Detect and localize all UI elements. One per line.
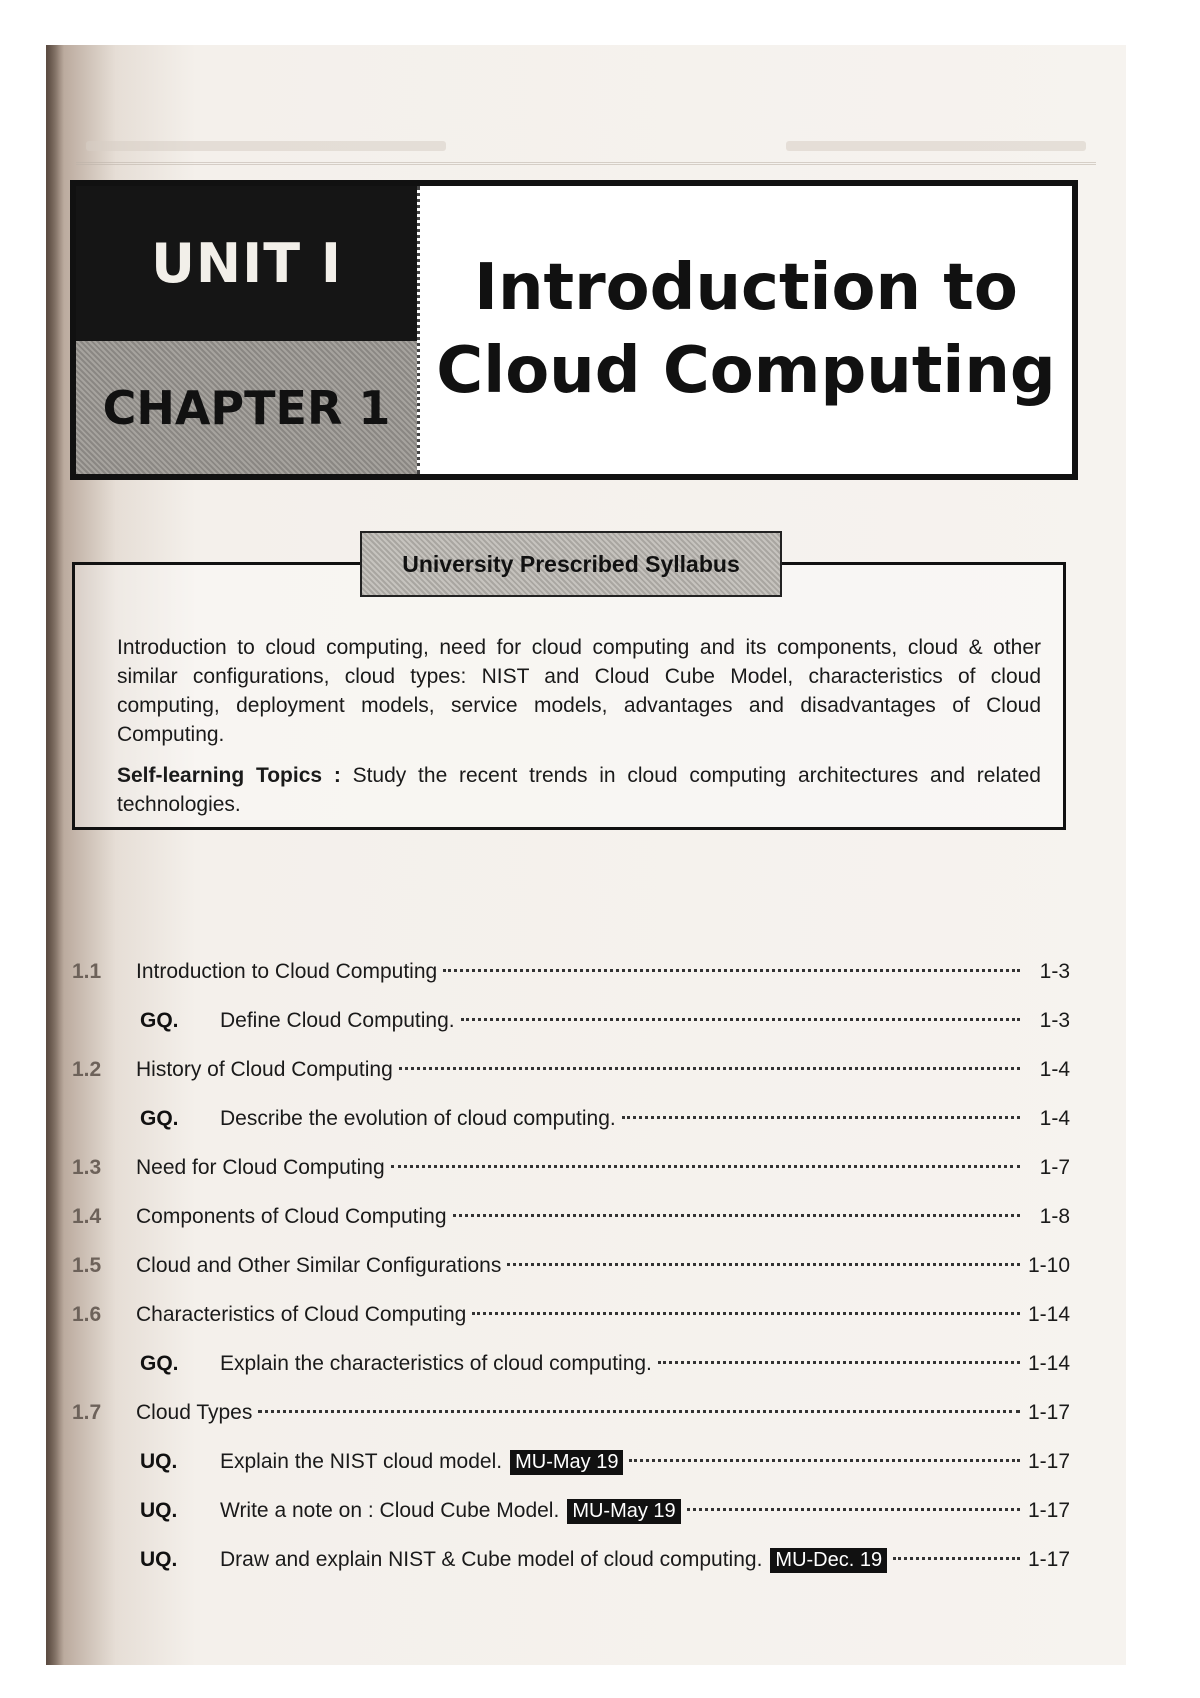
- toc-page-number: 1-14: [1027, 1303, 1070, 1326]
- self-learning-topics: [117, 761, 1041, 819]
- toc-page-number: 1-17: [1027, 1401, 1070, 1424]
- toc-row: [72, 1058, 1070, 1107]
- toc-leader-dots: [687, 1508, 1020, 1511]
- faded-header-text: [86, 141, 446, 151]
- toc-row: [72, 1107, 1070, 1156]
- toc-section-number: 1.5: [72, 1254, 102, 1277]
- chapter-title: [420, 186, 1072, 474]
- toc-title: Need for Cloud Computing: [136, 1156, 385, 1179]
- toc-leader-dots: [443, 969, 1020, 972]
- running-head: [76, 137, 1096, 165]
- toc-row: [72, 1254, 1070, 1303]
- toc-section-number: 1.4: [72, 1205, 102, 1228]
- toc-question-tag: UQ.: [140, 1548, 178, 1571]
- binding-shadow: [46, 45, 64, 1665]
- syllabus-body: Introduction to cloud computing, need for cloud computing and its components, cloud & other similar configurations, cloud types: NIST and Cloud Cube Model, characteristics of cloud computing, deployment models, service models, advantages and disadvantages of Cloud Computing.: [117, 636, 1041, 746]
- toc-page-number: 1-7: [1039, 1156, 1070, 1179]
- syllabus-box: [72, 550, 1066, 830]
- chapter-title-line-2: Cloud Computing: [436, 334, 1056, 408]
- toc-title: Characteristics of Cloud Computing: [136, 1303, 467, 1326]
- toc-row: [72, 1303, 1070, 1352]
- toc-section-number: 1.1: [72, 960, 102, 983]
- toc-leader-dots: [399, 1067, 1020, 1070]
- self-learning-label: Self-learning Topics :: [117, 764, 341, 787]
- toc-section-number: 1.2: [72, 1058, 102, 1081]
- toc-section-number: 1.7: [72, 1401, 102, 1424]
- toc-leader-dots: [258, 1410, 1020, 1413]
- faded-header-text: [786, 141, 1086, 151]
- toc-leader-dots: [453, 1214, 1020, 1217]
- toc-title: Draw and explain NIST & Cube model of cloud computing.: [220, 1548, 763, 1571]
- chapter-title-line-1: Introduction to: [474, 250, 1018, 325]
- chapter-label: CHAPTER 1: [76, 341, 417, 474]
- toc-row: [72, 1156, 1070, 1205]
- toc-page-number: 1-3: [1039, 1009, 1070, 1032]
- toc-page-number: 1-14: [1027, 1352, 1070, 1375]
- toc-title: Components of Cloud Computing: [136, 1205, 447, 1228]
- chapter-header: [70, 180, 1078, 480]
- toc-section-number: 1.3: [72, 1156, 102, 1179]
- toc-title: Introduction to Cloud Computing: [136, 960, 438, 983]
- toc-leader-dots: [507, 1263, 1020, 1266]
- toc-page-number: 1-3: [1039, 960, 1070, 983]
- toc-leader-dots: [658, 1361, 1020, 1364]
- toc-row: [72, 1009, 1070, 1058]
- toc-title: Cloud Types: [136, 1401, 253, 1424]
- toc-title: History of Cloud Computing: [136, 1058, 393, 1081]
- toc-question-tag: GQ.: [140, 1107, 179, 1130]
- toc-page-number: 1-10: [1027, 1254, 1070, 1277]
- toc-page-number: 1-8: [1039, 1205, 1070, 1228]
- exam-badge: MU-May 19: [567, 1499, 680, 1524]
- toc-section-number: 1.6: [72, 1303, 102, 1326]
- chapter-label-column: [76, 186, 420, 474]
- toc-row: [72, 1401, 1070, 1450]
- toc-row: [72, 1450, 1070, 1499]
- toc-row: [72, 1548, 1070, 1597]
- toc-leader-dots: [461, 1018, 1020, 1021]
- toc-title: Write a note on : Cloud Cube Model.: [220, 1499, 560, 1522]
- unit-label: UNIT I: [76, 186, 417, 341]
- toc-title: Describe the evolution of cloud computing.: [220, 1107, 616, 1130]
- toc-page-number: 1-4: [1039, 1058, 1070, 1081]
- toc-leader-dots: [391, 1165, 1020, 1168]
- toc-leader-dots: [472, 1312, 1020, 1315]
- syllabus-label: University Prescribed Syllabus: [360, 531, 782, 597]
- toc-row: [72, 1205, 1070, 1254]
- toc-page-number: 1-17: [1027, 1548, 1070, 1571]
- table-of-contents: [72, 960, 1070, 1597]
- toc-question-tag: GQ.: [140, 1352, 179, 1375]
- toc-page-number: 1-4: [1039, 1107, 1070, 1130]
- toc-title: Explain the characteristics of cloud computing.: [220, 1352, 652, 1375]
- toc-page-number: 1-17: [1027, 1450, 1070, 1473]
- toc-row: [72, 1352, 1070, 1401]
- toc-title: Define Cloud Computing.: [220, 1009, 455, 1032]
- self-learning-text: Study the recent trends in cloud computing architectures and related technologies.: [117, 764, 1041, 816]
- exam-badge: MU-Dec. 19: [770, 1548, 887, 1573]
- exam-badge: MU-May 19: [510, 1450, 623, 1475]
- toc-page-number: 1-17: [1027, 1499, 1070, 1522]
- toc-question-tag: UQ.: [140, 1450, 178, 1473]
- toc-leader-dots: [893, 1557, 1020, 1560]
- toc-title: Cloud and Other Similar Configurations: [136, 1254, 502, 1277]
- toc-row: [72, 1499, 1070, 1548]
- toc-leader-dots: [622, 1116, 1020, 1119]
- toc-leader-dots: [629, 1459, 1020, 1462]
- toc-question-tag: UQ.: [140, 1499, 178, 1522]
- toc-question-tag: GQ.: [140, 1009, 179, 1032]
- toc-row: [72, 960, 1070, 1009]
- toc-title: Explain the NIST cloud model.: [220, 1450, 503, 1473]
